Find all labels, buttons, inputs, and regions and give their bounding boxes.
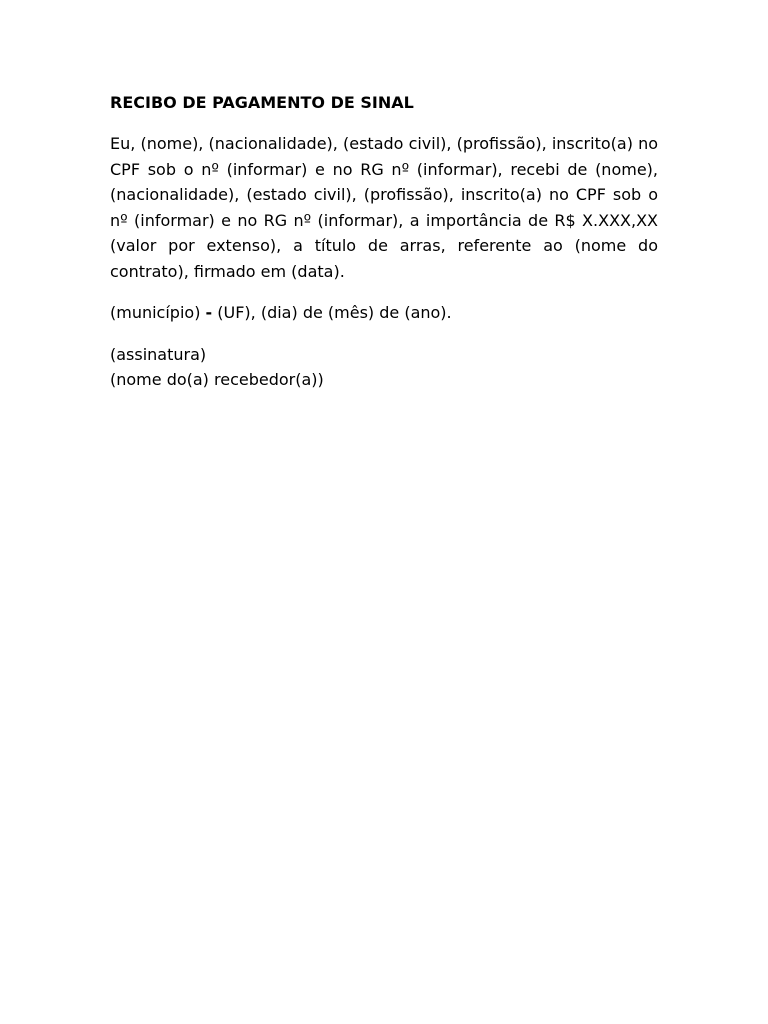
document-page — [110, 90, 658, 393]
receipt-body-paragraph: Eu, (nome), (nacionalidade), (estado civil), (profissão), inscrito(a) no CPF sob o nº (informar) e no RG nº (informar), recebi de (nome), (nacionalidade), (estado civil), (profissão), inscrito(a) no CPF sob o nº (informar) e no RG nº (informar), a importância de R$ X.XXX,XX (valor por extenso), a título de arras, referente ao (nome do contrato), firmado em (data). — [110, 134, 658, 281]
place-and-date-line — [110, 300, 658, 326]
place-date-separator: - — [205, 303, 213, 322]
date-placeholder: (UF), (dia) de (mês) de (ano). — [217, 303, 452, 322]
signature-block — [110, 342, 658, 393]
municipality-placeholder: (município) — [110, 303, 201, 322]
document-title: RECIBO DE PAGAMENTO DE SINAL — [110, 93, 414, 112]
signature-placeholder: (assinatura) — [110, 344, 207, 364]
recipient-name-placeholder: (nome do(a) recebedor(a)) — [110, 370, 324, 389]
